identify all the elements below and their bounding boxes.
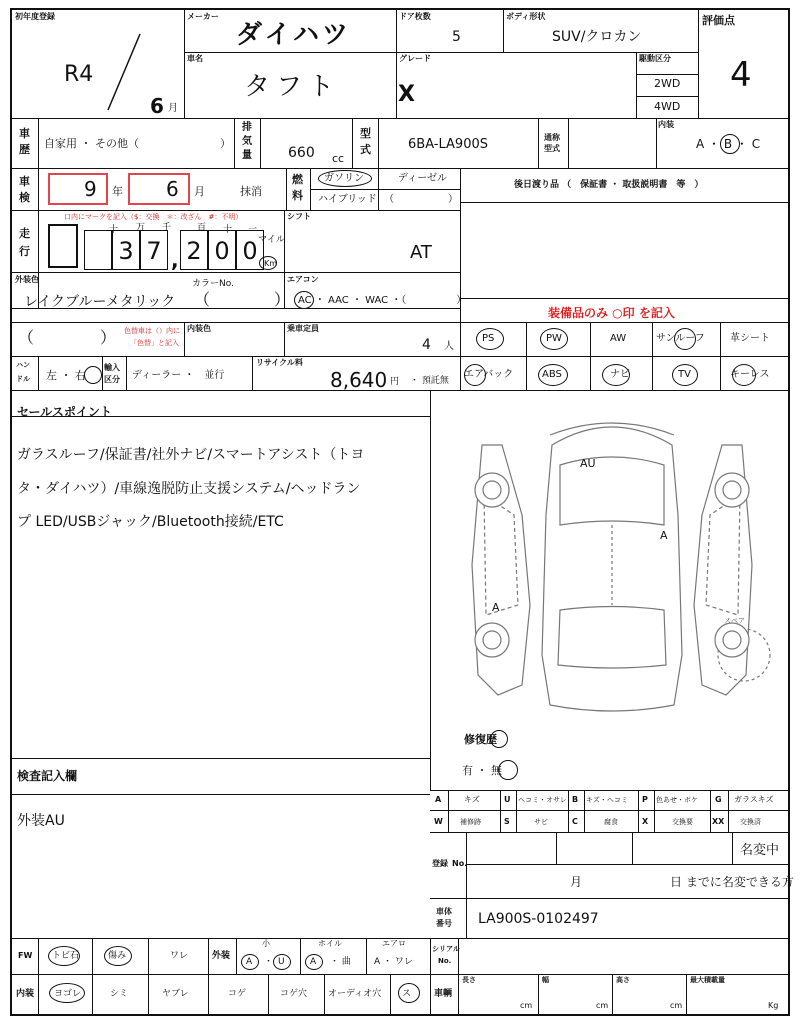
fuel-label-bottom: 料 [292,189,303,202]
divider [430,390,431,790]
divider [500,790,501,832]
fw-chip-circle [48,946,80,966]
spare-label: スペア [724,617,745,625]
divider [636,96,698,97]
fuel-gasoline-circle [318,170,372,187]
divider [184,322,185,356]
divider [430,832,790,833]
serial-label-top: シリアル [432,945,460,953]
divider [378,168,379,210]
mileage-km-circle [259,256,277,270]
divider [12,272,460,273]
model-label-bottom: 式 [360,143,371,156]
import-label-bottom: 区分 [104,375,120,384]
registration-month-unit: 月 [168,103,178,114]
divider [568,790,569,832]
repair-history-circle [490,730,508,748]
color-change-note-1: 色替車は（）内に [124,327,180,335]
later-documents: 後日渡り品 （ 保証書 ・ 取扱説明書 等 ） [514,180,704,190]
small-label: 小 [262,939,270,948]
displacement-value: 660 [288,145,315,161]
divider [252,356,253,390]
fw-item-chip: トビ石 [52,951,80,961]
score-label: 評価点 [702,14,735,27]
interior-su-circle [398,983,420,1003]
divider [652,322,653,390]
equipment-tv: TV [678,369,691,380]
notes-title: 検査記入欄 [17,769,78,783]
divider [12,210,460,211]
equipment-tv-circle [672,364,698,386]
equipment-leather: 革シート [730,333,770,344]
color-change-open: （ [18,328,35,347]
drive-2wd: 2WD [654,77,681,90]
divider [12,168,790,169]
divider [698,10,699,118]
legend-code: B [572,795,579,804]
divider [184,10,185,118]
grade-value: X [398,82,415,107]
legend-desc: ガラスキズ [734,795,774,804]
divider [12,118,790,119]
divider [516,790,517,832]
maker-value: ダイハツ [236,20,351,50]
handle-label-top: ハン [16,361,30,369]
divider [584,790,585,832]
legend-code: X [642,817,649,826]
divider [92,938,93,1016]
divider [430,938,431,1016]
interior-item-audio-hole: オーディオ穴 [328,989,382,999]
registration-month-unit: 月 [570,875,583,889]
interior-item-dirt: ヨゴレ [54,989,82,999]
divider [300,938,301,974]
registration-month: 6 [150,94,164,118]
height-label: 高さ [616,976,630,984]
fuel-label-top: 燃 [292,173,303,186]
divider [448,790,449,832]
serial-label-bottom: No. [438,957,452,965]
equipment-airbag-circle [464,364,486,386]
equipment-navi: ナビ [610,369,630,380]
divider [710,790,711,832]
capacity-label: 乗車定員 [287,324,319,333]
equipment-sunroof-circle [674,328,696,350]
equipment-abs: ABS [542,369,562,380]
odometer-comma: , [171,248,179,272]
fuel-other-close: ） [448,194,458,205]
divider [556,832,557,864]
divider [284,322,285,356]
interior-item-burn-hole: コゲ穴 [280,989,308,999]
exterior-color-label: 外装色 [15,275,39,284]
divider [12,390,790,391]
damage-mark-roof: AU [580,457,596,470]
inspection-label-bottom: 検 [19,191,30,204]
interior-dirt-circle [49,983,85,1003]
divider [636,52,637,118]
color-change-close: ） [100,328,117,347]
mileage-unit-man: 万 [136,223,146,233]
divider [366,938,367,974]
mileage-label-bottom: 行 [19,245,30,258]
mileage-unit-ju-man: 十 [109,225,119,235]
aircon-ac-circle [294,291,314,309]
recycle-deposit: ・ 預託無 [410,376,449,386]
max-load-unit: Kg [768,1001,779,1010]
divider [12,356,790,357]
car-name-label: 車名 [187,54,203,63]
mileage-unit-ichi: 一 [248,225,258,235]
fw-item-damage: 傷み [108,951,127,961]
legend-desc: 色あせ・ボケ [656,796,698,804]
body-type-label: ボディ形状 [506,12,546,21]
divider [208,974,209,1016]
exterior-u-circle [273,954,291,970]
score-value: 4 [730,55,752,95]
divider [430,790,790,791]
exterior-a-circle [241,954,259,970]
divider [538,118,539,168]
recycle-label: リサイクル料 [256,358,303,367]
inspection-erased: 抹消 [240,185,262,198]
divider [466,864,790,865]
interior-item-burn: コゲ [228,989,247,999]
divider [38,356,39,390]
divider [460,298,790,299]
import-value: ディーラー ・ 並行 [132,370,225,381]
divider [378,118,379,168]
divider [396,10,397,118]
interior-item-stain: シミ [110,989,129,999]
handle-right-circle [84,366,102,384]
inspection-month: 6 [166,177,179,201]
divider [12,758,430,759]
divider [12,794,430,795]
legend-desc: キズ・ヘコミ [586,796,628,804]
max-load-label: 最大積載量 [690,976,725,984]
recycle-unit: 円 [390,377,400,387]
inspection-year-unit: 年 [112,185,123,198]
history-label-bottom: 歴 [19,143,30,156]
legend-desc: 補修跡 [460,818,481,826]
model-label-top: 型 [360,127,371,140]
maker-label: メーカー [187,12,219,21]
mileage-km: Km [264,259,278,268]
width-label: 幅 [542,976,549,984]
color-number-label: カラーNo. [192,279,234,289]
divider [234,118,235,168]
divider [466,898,467,938]
divider [632,832,633,864]
inspection-year-box [48,173,108,205]
first-registration-label: 初年度登録 [15,12,55,21]
divider [503,10,504,52]
legend-code: G [715,795,722,804]
wheel-label: ホイル [318,939,342,948]
registration-label-no: No. [452,859,468,868]
fw-label: FW [18,951,33,960]
vin-value: LA900S-0102497 [478,911,599,927]
legend-desc: 腐食 [604,818,618,826]
wheel-bent: ・ 曲 [330,957,351,967]
repair-history-label: 修復歴 [464,733,497,746]
aircon-options: AC ・ AAC ・ WAC ・（ ） [298,295,467,306]
divider [268,974,269,1016]
mileage-label-top: 走 [19,227,30,240]
divider [460,202,790,203]
odometer-digit: 3 [112,230,140,270]
legend-code: W [434,817,443,826]
height-unit: cm [670,1001,683,1010]
vehicle-size-label: 車輌 [434,989,453,999]
divider [310,189,460,190]
notes-text: 外装AU [17,813,65,829]
interior-item-su: ス [402,989,412,999]
divider [12,974,790,975]
divider [686,974,687,1016]
legend-desc: ヘコミ・オサレ [518,796,567,804]
history-text: 自家用 ・ その他（ [44,137,139,150]
vin-label-top: 車体 [436,907,452,916]
fw-item-crack: ワレ [170,951,189,961]
length-unit: cm [520,1001,533,1010]
divider [720,322,721,390]
divider [732,832,733,864]
color-change-note-2: 「色替」と記入 [130,339,179,347]
divider [126,356,127,390]
body-type-value: SUV/クロカン [552,29,642,45]
shift-label: シフト [287,212,311,221]
divider [526,322,527,390]
history-close: ） [220,137,231,150]
wheel-a: A [310,957,317,967]
odometer-digit: 7 [140,230,168,270]
history-label-top: 車 [19,127,30,140]
inspection-label-top: 車 [19,175,30,188]
interior-part-label: 内装 [16,989,35,999]
drive-label: 駆動区分 [639,54,671,63]
divider [38,938,39,1016]
legend-code: C [572,817,578,826]
handle-label-bottom: ドル [16,375,30,383]
aero-label: エアロ [382,939,406,948]
inspection-month-box [128,173,190,205]
mileage-mile: マイル [258,235,285,245]
mileage-unit-sen: 千 [162,223,172,233]
divider [656,118,657,168]
divider [654,790,655,832]
grade-label: グレード [399,54,431,63]
legend-code: S [504,817,510,826]
exterior-part-label: 外装 [212,951,231,961]
color-number-open: （ [194,290,211,309]
equipment-pw-circle [540,328,568,350]
legend-desc: 交換要 [672,818,693,826]
divider [236,938,237,974]
sales-point-line-1: ガラスルーフ/保証書/社外ナビ/スマートアシスト（トヨ [17,447,365,463]
damage-mark-left: A [492,601,500,614]
divider [590,322,591,390]
legend-desc: 交換済 [740,818,761,826]
common-model-label-top: 通称 [544,133,560,142]
interior-grade-label: 内装 [658,120,674,129]
equipment-sunroof: サンルーフ [656,333,705,344]
divider [568,118,569,168]
equipment-aw: AW [610,333,627,344]
divider [460,322,461,390]
legend-code: P [642,795,648,804]
auction-sheet [10,8,794,1016]
exterior-small-u: U [278,957,285,967]
fuel-other-open: （ [384,194,394,205]
displacement-unit: cc [332,152,345,165]
mileage-mark-box [48,224,78,268]
equipment-title: 装備品のみ ○印 を記入 [548,306,675,320]
interior-grade-options: A ・ B ・ C [696,137,761,151]
divider [638,790,639,832]
sales-point-line-2: タ・ダイハツ）/車線逸脱防止支援システム/ヘッドラン [17,481,361,497]
inspection-year: 9 [84,177,97,201]
displacement-label-2: 気 [242,136,252,147]
legend-desc: サビ [534,818,548,826]
fuel-diesel: ディーゼル [398,173,447,184]
mileage-unit-hyaku: 百 [197,223,207,233]
aircon-label: エアコン [287,275,319,284]
odometer-digit: 0 [208,230,236,270]
divider [148,938,149,1016]
sales-point-title: セールスポイント [17,405,112,419]
interior-item-tear: ヤブレ [162,989,189,999]
registration-label: 登録 [432,859,448,868]
exterior-small-dot: ・ [264,957,274,967]
equipment-keyless: キーレス [730,369,770,380]
mileage-note: 口内にマークを記入（$：交換 ＊：改ざん #：不明） [64,213,243,221]
color-number-close: ） [274,290,291,309]
divider [430,810,790,811]
divider [38,168,39,308]
equipment-pw: PW [546,333,562,344]
divider [12,322,790,323]
name-change-pending: 名変中 [740,843,780,858]
equipment-ps-circle [476,328,504,350]
odometer-digit: 0 [236,230,264,270]
divider [390,974,391,1016]
registration-era-year: R4 [64,62,94,87]
displacement-label-3: 量 [242,150,252,161]
equipment-keyless-circle [732,364,756,386]
divider [728,790,729,832]
divider [636,74,698,75]
aero-items: A ・ ワレ [374,957,413,967]
sales-point-line-3: プ LED/USBジャック/Bluetooth接続/ETC [17,514,284,530]
repair-history-value: 有 ・ 無 [462,764,502,777]
odometer-digit [84,230,112,270]
car-name-value: タフト [244,72,341,102]
fuel-hybrid: ハイブリッド [318,194,377,205]
legend-code: U [504,795,511,804]
shift-value: AT [410,242,432,263]
divider [286,168,287,210]
interior-color-label: 内装色 [187,324,211,333]
interior-grade-b-circle [720,134,740,154]
repair-none-circle [498,760,518,780]
vin-label-bottom: 番号 [436,919,452,928]
handle-value: 左 ・ 右 [46,369,86,382]
divider [324,974,325,1016]
import-label-top: 輸入 [104,363,120,372]
mileage-unit-ju: 十 [223,225,233,235]
recycle-value: 8,640 [330,368,388,392]
odometer-digit: 2 [180,230,208,270]
common-model-label-bottom: 型式 [544,144,560,153]
drive-4wd: 4WD [654,100,681,113]
divider [184,52,698,53]
doors-value: 5 [452,29,461,45]
divider [430,898,790,899]
divider [38,118,39,168]
slash-mark [104,32,144,112]
fuel-gasoline: ガソリン [324,173,364,184]
width-unit: cm [596,1001,609,1010]
wheel-a-circle [305,954,323,970]
model-value: 6BA-LA900S [408,137,488,152]
displacement-label-1: 排 [242,122,252,133]
equipment-ps: PS [482,333,495,344]
length-label: 長さ [462,976,476,984]
fw-damage-circle [104,946,132,966]
doors-label: ドア枚数 [399,12,431,21]
divider [102,356,103,390]
divider [260,118,261,168]
legend-code: A [435,795,442,804]
damage-mark-right: A [660,529,668,542]
capacity-value: 4 [422,337,431,353]
legend-code: XX [712,817,725,826]
divider [352,118,353,168]
legend-desc: キズ [464,795,480,804]
capacity-unit: 人 [444,341,454,352]
exterior-small-a: A [246,957,253,967]
equipment-navi-circle [602,364,630,386]
exterior-color-value: レイクブルーメタリック [24,294,176,310]
equipment-abs-circle [538,364,568,386]
inspection-month-unit: 月 [194,185,205,198]
divider [208,938,209,974]
divider [612,974,613,1016]
divider [538,974,539,1016]
equipment-airbag: エアバック [464,369,514,380]
registration-deadline: 日 までに名変できる方 [670,875,794,889]
car-damage-diagram [442,405,782,725]
